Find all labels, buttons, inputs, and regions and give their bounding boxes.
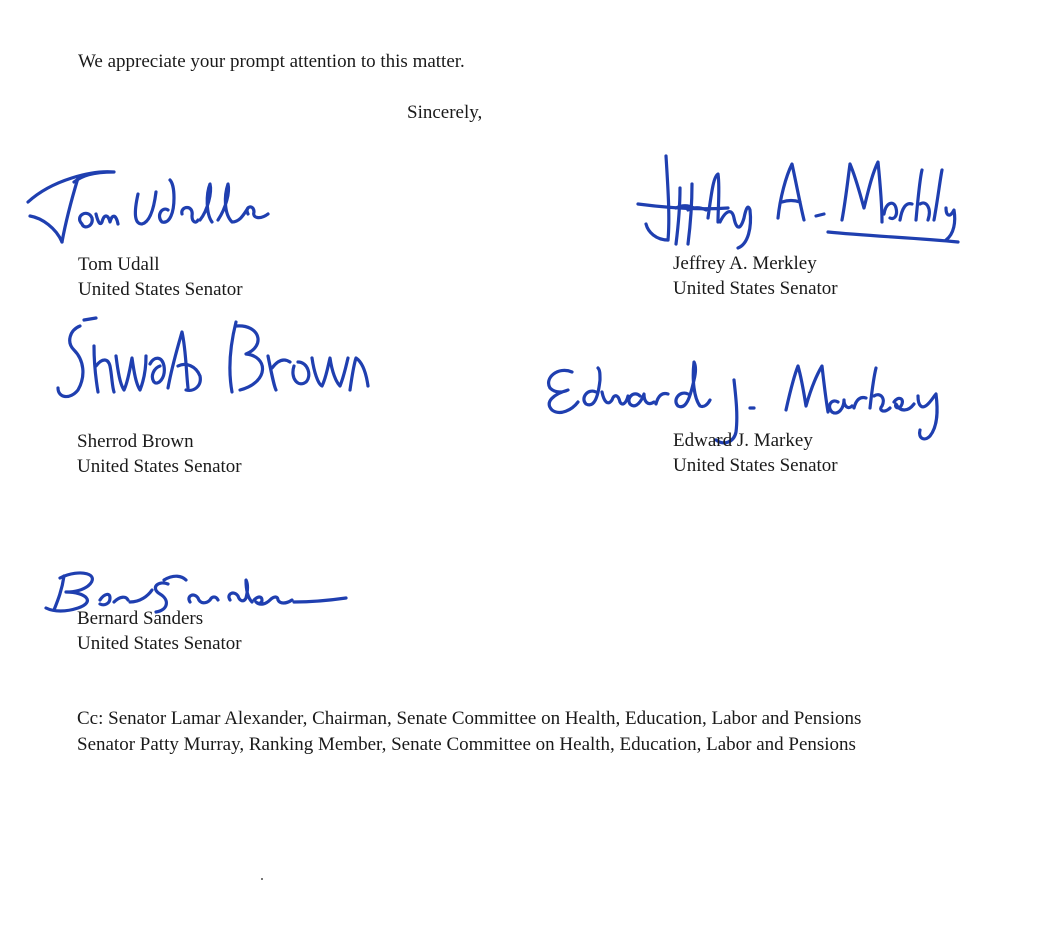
signer-title: United States Senator (77, 456, 242, 477)
signer-name: Tom Udall (78, 254, 160, 275)
closing-line: We appreciate your prompt attention to this matter. (78, 51, 465, 72)
signature-tom-udall (22, 158, 272, 250)
signer-tom-udall (78, 252, 243, 302)
signature-sherrod-brown (50, 306, 375, 406)
signature-jeffrey-merkley (628, 148, 963, 252)
signer-title: United States Senator (78, 279, 243, 300)
scan-speck (261, 878, 263, 880)
signer-name: Sherrod Brown (77, 431, 194, 452)
signer-sherrod-brown (77, 429, 242, 479)
signer-name: Edward J. Markey (673, 430, 813, 451)
signer-name: Jeffrey A. Merkley (673, 253, 817, 274)
cc-line-murray: Senator Patty Murray, Ranking Member, Senate Committee on Health, Education, Labor and Pensions (77, 733, 856, 755)
signer-jeffrey-merkley (673, 251, 838, 301)
signer-title: United States Senator (673, 455, 838, 476)
cc-block (77, 706, 937, 757)
signer-title: United States Senator (77, 633, 242, 654)
signer-title: United States Senator (673, 278, 838, 299)
sincerely-salutation: Sincerely, (407, 102, 483, 123)
cc-line-alexander: Cc: Senator Lamar Alexander, Chairman, Senate Committee on Health, Education, Labor and Pensions (77, 708, 862, 729)
signer-edward-markey (673, 428, 838, 478)
signer-bernard-sanders (77, 606, 242, 656)
signer-name: Bernard Sanders (77, 608, 204, 629)
